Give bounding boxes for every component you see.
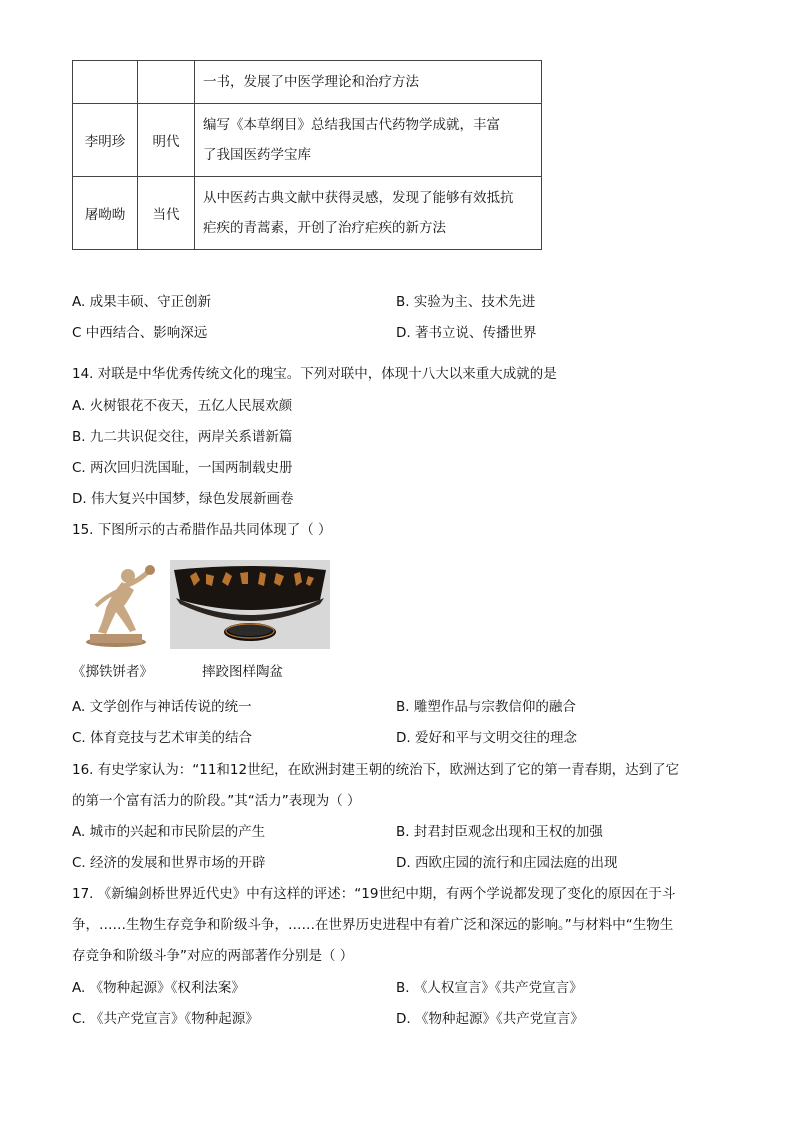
q14-stem: 14. 对联是中华优秀传统文化的瑰宝。下列对联中，体现十八大以来重大成就的是 [72,366,557,382]
contribution-cell [195,104,542,177]
q14-option-c: C. 两次回归洗国耻，一国两制载史册 [72,460,293,476]
q17-option-d: D. 《物种起源》《共产党宣言》 [396,1011,584,1027]
q16-option-a: A. 城市的兴起和市民阶层的产生 [72,824,266,840]
name-cell: 李明珍 [73,104,138,177]
scientists-table [72,60,542,250]
name-cell [73,61,138,104]
q13-option-d: D. 著书立说、传播世界 [396,325,537,341]
q17-option-b: B. 《人权宣言》《共产党宣言》 [396,980,583,996]
q13-option-c: C 中西结合、影响深远 [72,325,208,341]
table-row [73,177,542,250]
q15-option-a: A. 文学创作与神话传说的统一 [72,699,252,715]
q14-option-b: B. 九二共识促交往，两岸关系谱新篇 [72,429,293,445]
q16-option-c: C. 经济的发展和世界市场的开辟 [72,855,266,871]
contribution-line: 疟疾的青蒿素，开创了治疗疟疾的新方法 [203,220,446,236]
table-row [73,61,542,104]
q15-stem: 15. 下图所示的古希腊作品共同体现了（ ） [72,522,332,538]
q13-option-a: A. 成果丰硕、守正创新 [72,294,212,310]
q15-option-c: C. 体育竞技与艺术审美的结合 [72,730,253,746]
q15-option-b: B. 雕塑作品与宗教信仰的融合 [396,699,576,715]
q14-option-d: D. 伟大复兴中国梦，绿色发展新画卷 [72,491,294,507]
q14-option-a: A. 火树银花不夜天，五亿人民展欢颜 [72,398,293,414]
q17-stem-line1: 17. 《新编剑桥世界近代史》中有这样的评述：“19世纪中期，有两个学说都发现了变化的原因在于斗 [72,886,676,902]
q15-option-d: D. 爱好和平与文明交往的理念 [396,730,577,746]
era-cell: 明代 [138,104,195,177]
contribution-line: 了我国医药学宝库 [203,147,311,163]
q16-option-b: B. 封君封臣观念出现和王权的加强 [396,824,603,840]
q16-option-d: D. 西欧庄园的流行和庄园法庭的出现 [396,855,618,871]
q16-stem-line1: 16. 有史学家认为：“11和12世纪，在欧洲封建王朝的统治下，欧洲达到了它的第一青春期，达到了它 [72,762,680,778]
q15-caption-vase: 摔跤图样陶盆 [202,664,283,680]
q17-option-a: A. 《物种起源》《权利法案》 [72,980,245,996]
contribution-cell [195,177,542,250]
q17-stem-line2: 争，……生物生存竞争和阶级斗争，……在世界历史进程中有着广泛和深远的影响。”与材料中“生物生 [72,917,674,933]
discobolus-statue-image [76,560,156,649]
era-cell [138,61,195,104]
wrestling-vase-image [170,560,330,649]
q17-option-c: C. 《共产党宣言》《物种起源》 [72,1011,259,1027]
era-cell: 当代 [138,177,195,250]
q17-stem-line3: 存竞争和阶级斗争”对应的两部著作分别是（ ） [72,948,354,964]
table-row [73,104,542,177]
q16-stem-line2: 的第一个富有活力的阶段。”其“活力”表现为（ ） [72,793,361,809]
contribution-cell [195,61,542,104]
contribution-line: 从中医药古典文献中获得灵感，发现了能够有效抵抗 [203,190,514,206]
contribution-line: 编写《本草纲目》总结我国古代药物学成就，丰富 [203,117,500,133]
q13-option-b: B. 实验为主、技术先进 [396,294,536,310]
name-cell: 屠呦呦 [73,177,138,250]
q15-caption-discobolus: 《掷铁饼者》 [72,664,153,680]
contribution-line: 一书，发展了中医学理论和治疗方法 [203,74,419,90]
